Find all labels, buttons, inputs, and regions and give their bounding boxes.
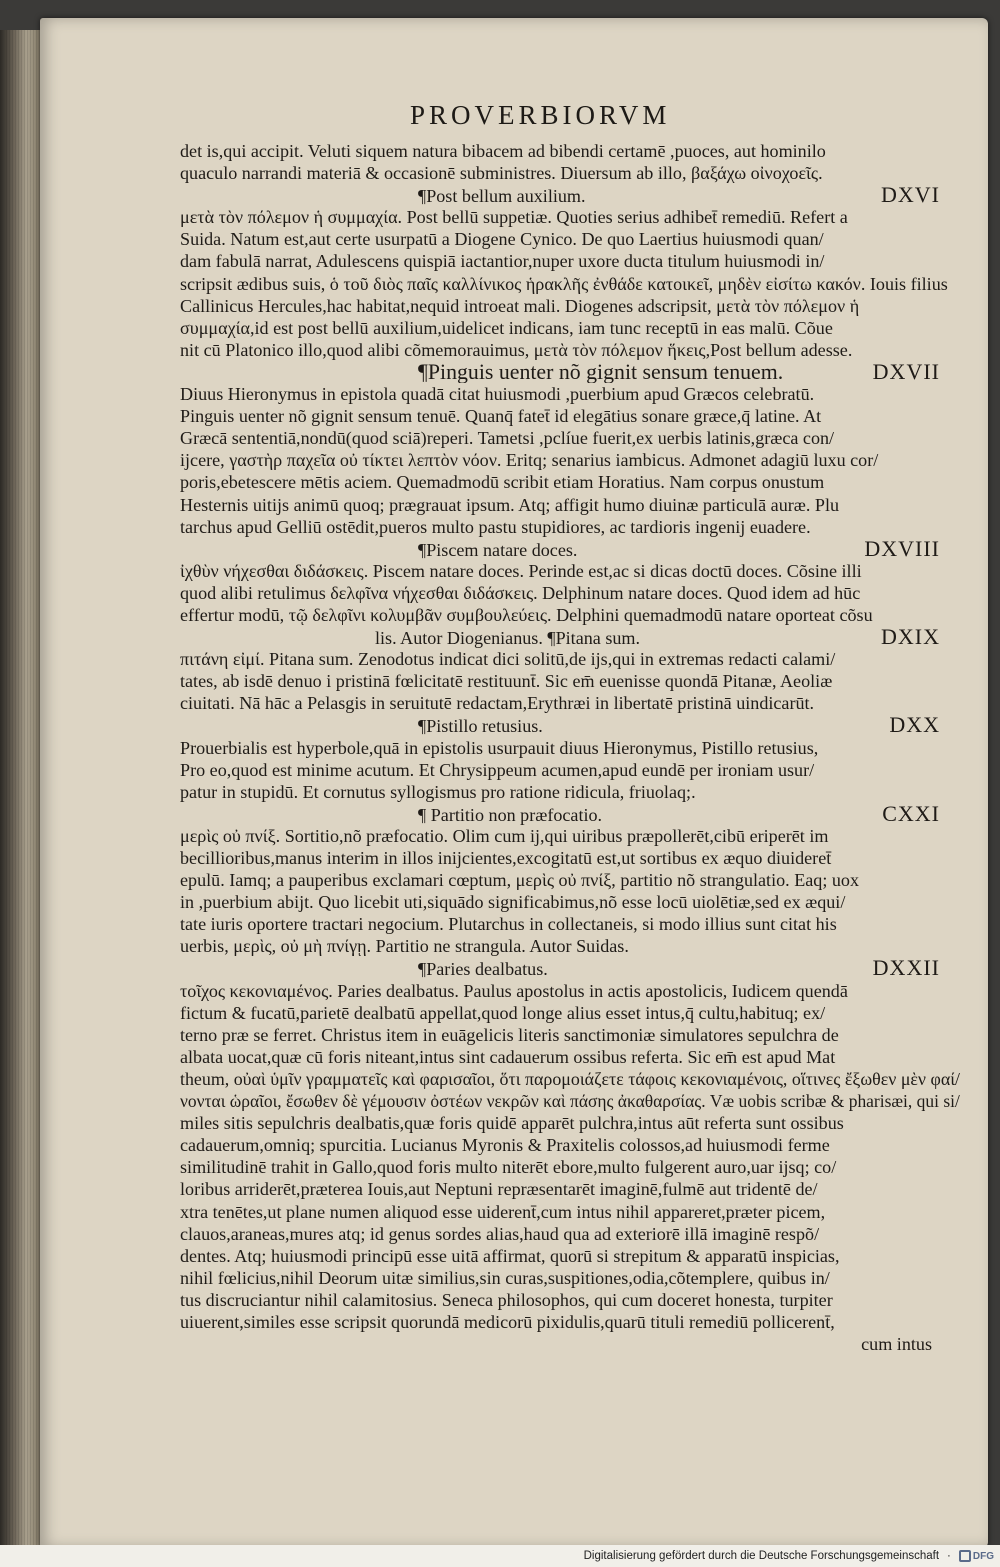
line-text: Diuus Hieronymus in epistola quadā citat huiusmodi ,puerbium apud Græcos celebratū. bbox=[180, 384, 815, 405]
text-line bbox=[180, 1002, 960, 1024]
text-line bbox=[180, 471, 960, 493]
footer-bar bbox=[0, 1545, 1000, 1567]
text-line bbox=[180, 825, 960, 847]
text-line bbox=[180, 228, 960, 250]
text-line bbox=[180, 980, 960, 1002]
text-line bbox=[180, 206, 960, 228]
line-text: Hesternis uitijs animū quoq; prægrauat ipsum. Atq; affigit humo diuinæ particulā auræ. Plu bbox=[180, 494, 840, 515]
line-text: nihil fœlicius,nihil Deorum uitæ similius,sin curas,suspitiones,odia,cõtemplere, quibus in/ bbox=[180, 1267, 830, 1288]
text-line bbox=[180, 560, 960, 582]
text-line bbox=[180, 250, 960, 272]
catchword-line bbox=[180, 1333, 960, 1355]
adage-number: CXXI bbox=[882, 802, 940, 825]
text-line bbox=[180, 383, 960, 405]
line-text: nit cū Platonico illo,quod alibi cõmemorauimus, μετὰ τὸν πόλεμον ἥκεις,Post bellum adesse. bbox=[180, 339, 853, 360]
text-line bbox=[180, 1068, 960, 1090]
lemma-text: lis. Autor Diogenianus. ¶Pitana sum. bbox=[375, 628, 641, 649]
line-text: tus discruciantur nihil calamitosius. Seneca philosophos, qui cum doceret honesta, turpiter bbox=[180, 1289, 833, 1310]
line-text: νονται ὡραῖοι, ἔσωθεν δὲ γέμουσιν ὀστέων νεκρῶν καὶ πάσης ἀκαθαρσίας. Væ uobis scribæ & pharisæi, qui si/ bbox=[180, 1091, 960, 1112]
footer-separator: · bbox=[947, 1550, 951, 1562]
line-text: cadauerum,omniq; spurcitia. Lucianus Myronis & Praxitelis colossos,ad huiusmodi ferme bbox=[180, 1135, 830, 1156]
text-line bbox=[180, 670, 960, 692]
line-text: loribus arriderēt,præterea Iouis,aut Neptuni repræsentarēt imaginē,fulmē aut tridentē de/ bbox=[180, 1179, 818, 1200]
adage-number: DXIX bbox=[881, 626, 940, 649]
footer-credit: Digitalisierung gefördert durch die Deutsche Forschungsgemeinschaft bbox=[583, 1550, 940, 1562]
text-line bbox=[180, 648, 960, 670]
line-text: patur in stupidū. Et cornutus syllogismus pro ratione ridicula, friuolaq;. bbox=[180, 781, 696, 802]
line-text: poris,ebetescere mētis aciem. Quemadmodū scribit etiam Horatius. Nam corpus onustum bbox=[180, 472, 825, 493]
line-text: cum intus bbox=[861, 1334, 932, 1355]
line-text: Pinguis uenter nõ gignit sensum tenuē. Quanq̄ fatet̄ id elegātius sonare græce,q̄ latine. At bbox=[180, 406, 822, 427]
text-line bbox=[180, 913, 960, 935]
text-line bbox=[180, 162, 960, 184]
text-line bbox=[180, 759, 960, 781]
line-text: clauos,araneas,mures atq; id genus sordes alias,haud qua ad exteriorē illā imaginē respõ/ bbox=[180, 1223, 820, 1244]
line-text: becillioribus,manus interim in illos inijcientes,excogitatū est,ut sortibus ex æquo diuideret̄ bbox=[180, 848, 832, 868]
text-line bbox=[180, 494, 960, 516]
line-text: epulū. Iamq; a pauperibus exclamari cœptum, μερὶς οὐ πνίξ, partitio nõ strangulatio. Eaq; uox bbox=[180, 870, 860, 891]
line-text: similitudinē trahit in Gallo,quod foris multo niterēt ebore,multo fulgerent auro,uar ijsq; co/ bbox=[180, 1157, 837, 1178]
text-line bbox=[180, 339, 960, 361]
line-text: miles sitis sepulchris dealbatis,quæ foris quidē apparēt pulchra,intus aūt referta sunt ossibus bbox=[180, 1113, 844, 1134]
line-text: τοῖχος κεκονιαμένος. Paries dealbatus. Paulus apostolus in actis apostolicis, Iudicem quendā bbox=[180, 980, 848, 1001]
line-text: tate iuris oportere tractari negocium. Plutarchus in collectaneis, si modo illius sunt citat his bbox=[180, 914, 837, 935]
text-line bbox=[180, 1134, 960, 1156]
line-text: συμμαχία,id est post bellū auxilium,uidelicet indicans, iam tunc receptū in eas malū. Cõue bbox=[180, 317, 833, 338]
text-line bbox=[180, 935, 960, 957]
line-text: effertur modū, τῷ δελφῖνι κολυμβᾶν συμβουλεύεις. Delphini quemadmodū natare oporteat cõsu bbox=[180, 604, 873, 625]
text-line bbox=[180, 1267, 960, 1289]
text-line bbox=[180, 516, 960, 538]
dfg-logo-icon bbox=[959, 1550, 971, 1562]
line-text: theum, οὐαὶ ὑμῖν γραμματεῖς καὶ φαρισαῖοι, ὅτι παρομοιάζετε τάφοις κεκονιαμένοις, οἵτινες ἔξωθεν μὲν φαί/ bbox=[180, 1068, 960, 1089]
text-line bbox=[180, 449, 960, 471]
line-text: uerbis, μερὶς, οὐ μὴ πνίγῃ. Partitio ne strangula. Autor Suidas. bbox=[180, 936, 629, 957]
heading-line bbox=[180, 803, 960, 825]
text-line bbox=[180, 1090, 960, 1112]
text-line bbox=[180, 781, 960, 803]
line-text: det is,qui accipit. Veluti siquem natura bibacem ad bibendi certamē ,puoces, aut hominilo bbox=[180, 141, 826, 161]
line-text: tarchus apud Gelliū ostēdit,pueros multo pastu stupidiores, ac tardioris ingenij euadere. bbox=[180, 516, 811, 537]
line-text: Callinicus Hercules,hac habitat,nequid introeat mali. Diogenes adscripsit, μετὰ τὸν πόλεμον ἡ bbox=[180, 295, 860, 316]
text-line bbox=[180, 1156, 960, 1178]
line-text: dam fabulā narrat, Adulescens quispiā iactantior,nuper uxore ducta titulum huiusmodi in/ bbox=[180, 251, 825, 272]
adage-number: DXXII bbox=[872, 957, 940, 980]
line-text: fictum & fucatū,parietē dealbatū appellat,quod longe alius esset intus,q̄ cultu,habituq; ex/ bbox=[180, 1002, 826, 1023]
text-line bbox=[180, 1311, 960, 1333]
line-text: μερὶς οὐ πνίξ. Sortitio,nõ præfocatio. Olim cum ij,qui uiribus præpollerēt,cibū eriperēt im bbox=[180, 825, 829, 846]
line-text: tates, ab isdē denuo i pristinā fœlicitatē restituunt̄. Sic em̄ euenisse quondā Pitanæ, Aeoliæ bbox=[180, 671, 833, 692]
adage-number: DXVIII bbox=[864, 537, 940, 560]
line-text: quaculo narrandi materiā & occasionē subministres. Diuersum ab illo, βαξάχω οἰνοχοεῖς. bbox=[180, 163, 823, 184]
line-text: ἰχθὺν νήχεσθαι διδάσκεις. Piscem natare doces. Perinde est,ac si dicas doctū doces. Cõsine illi bbox=[180, 560, 862, 581]
text-line bbox=[180, 1289, 960, 1311]
text-line bbox=[180, 1223, 960, 1245]
lemma-text: ¶Paries dealbatus. bbox=[418, 959, 548, 980]
lemma-text: ¶Post bellum auxilium. bbox=[418, 186, 586, 207]
text-line bbox=[180, 1245, 960, 1267]
text-line bbox=[180, 405, 960, 427]
line-text: scripsit ædibus suis, ὁ τοῦ διὸς παῖς καλλίνικος ἡρακλῆς ἐνθάδε κατοικεῖ, μηδὲν εἰσίτω κακόν. Iouis filius bbox=[180, 273, 948, 294]
text-line bbox=[180, 1024, 960, 1046]
heading-line bbox=[180, 184, 960, 206]
line-text: μετὰ τὸν πόλεμον ἡ συμμαχία. Post bellū suppetiæ. Quoties serius adhibet̄ remediū. Refert a bbox=[180, 207, 848, 228]
adage-number: DXVI bbox=[881, 184, 940, 207]
text-line bbox=[180, 317, 960, 339]
line-text: in ,puerbium abijt. Quo licebit uti,siquādo significabimus,nõ esse locū uiolētiæ,sed ex æqui/ bbox=[180, 892, 846, 913]
dfg-logo bbox=[959, 1550, 994, 1562]
line-text: ciuitati. Nā hāc a Pelasgis in seruitutē redactam,Erythræi in libertatē pristinā uindicarūt. bbox=[180, 693, 815, 714]
heading-line bbox=[180, 714, 960, 736]
adage-number: DXX bbox=[889, 714, 940, 737]
text-block bbox=[180, 140, 960, 1355]
text-line bbox=[180, 692, 960, 714]
heading-line bbox=[180, 626, 960, 648]
text-line bbox=[180, 1112, 960, 1134]
text-line bbox=[180, 847, 960, 869]
line-text: ijcere, γαστὴρ παχεῖα οὐ τίκτει λεπτὸν νόον. Eritq; senarius iambicus. Admonet adagiū luxu cor/ bbox=[180, 450, 879, 471]
heading-line bbox=[180, 957, 960, 979]
line-text: xtra tenētes,ut plane numen aliquod esse uiderent̄,cum intus nihil appareret,præter picem, bbox=[180, 1201, 826, 1222]
text-line bbox=[180, 1046, 960, 1068]
dfg-logo-text: DFG bbox=[972, 1550, 994, 1562]
line-text: Græcā sententiā,nondū(quod sciā)reperi. Tametsi ,pclíue fuerit,ex uerbis latinis,græca con/ bbox=[180, 428, 835, 449]
text-line bbox=[180, 295, 960, 317]
text-line bbox=[180, 604, 960, 626]
text-line bbox=[180, 891, 960, 913]
page-edge-stripes bbox=[6, 30, 40, 1545]
text-line bbox=[180, 140, 960, 162]
text-line bbox=[180, 273, 960, 295]
line-text: albata uocat,quæ cū foris niteant,intus sint cadauerum ossibus referta. Sic em̄ est apud Mat bbox=[180, 1046, 836, 1067]
text-line bbox=[180, 1201, 960, 1223]
heading-line bbox=[180, 538, 960, 560]
line-text: dentes. Atq; huiusmodi principū esse uitā affirmat, quorū si strepitum & apparatū inspicias, bbox=[180, 1245, 840, 1266]
running-head: PROVERBIORVM bbox=[410, 100, 671, 130]
line-text: Suida. Natum est,aut certe usurpatū a Diogene Cynico. De quo Laertius huiusmodi quan/ bbox=[180, 229, 824, 250]
text-line bbox=[180, 1178, 960, 1200]
heading-line bbox=[180, 361, 960, 383]
lemma-text: ¶ Partitio non præfocatio. bbox=[418, 804, 603, 825]
adage-number: DXVII bbox=[872, 360, 940, 384]
line-text: terno præ se ferret. Christus item in euāgelicis literis sanctimoniæ simulatores sepulchra de bbox=[180, 1024, 839, 1045]
text-line bbox=[180, 427, 960, 449]
text-line bbox=[180, 737, 960, 759]
line-text: quod alibi retulimus δελφῖνα νήχεσθαι διδάσκεις. Delphinum natare doces. Quod idem ad hūc bbox=[180, 582, 861, 603]
line-text: Pro eo,quod est minime acutum. Et Chrysippeum acumen,apud eundē per ironiam usur/ bbox=[180, 759, 815, 780]
text-line bbox=[180, 582, 960, 604]
lemma-text: ¶Pinguis uenter nõ gignit sensum tenuem. bbox=[418, 360, 784, 384]
line-text: uiuerent,similes esse scripsit quorundā medicorū pixidulis,quarū tituli remediū pollicerent̄, bbox=[180, 1311, 835, 1332]
line-text: Prouerbialis est hyperbole,quā in epistolis usurpauit diuus Hieronymus, Pistillo retusius, bbox=[180, 737, 819, 758]
lemma-text: ¶Pistillo retusius. bbox=[418, 716, 543, 737]
line-text: πιτάνη εἰμί. Pitana sum. Zenodotus indicat dici solitū,de ijs,qui in extremas redacti calami/ bbox=[180, 649, 836, 670]
text-line bbox=[180, 869, 960, 891]
lemma-text: ¶Piscem natare doces. bbox=[418, 539, 578, 560]
